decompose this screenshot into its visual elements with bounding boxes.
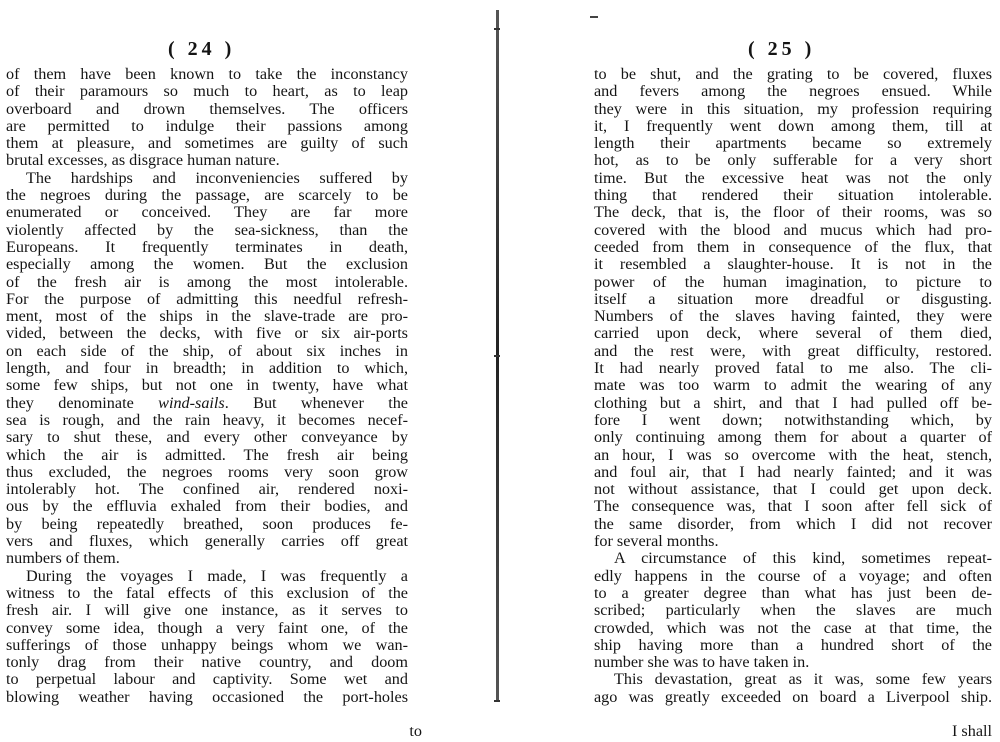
text-line: by being repeatedly breathed, soon produces fe- xyxy=(6,514,408,533)
text-line: some few ships, but not one in twenty, have what xyxy=(6,376,408,395)
text-line: enumerated or conceived. They are far more xyxy=(6,203,408,222)
text-line: ceeded from them in consequence of the flux, that xyxy=(594,237,992,256)
text-line: vers and fluxes, which generally carries off great xyxy=(6,532,408,551)
text-line: brutal excesses, as disgrace human nature. xyxy=(6,151,280,170)
text-line: intolerably hot. The confined air, rendered noxi- xyxy=(6,480,408,499)
text-line: of the fresh air is among the most intolerable. xyxy=(6,272,408,291)
text-line: them at pleasure, and sometimes are guilty of such xyxy=(6,134,408,153)
left-catchword: to xyxy=(409,722,422,740)
left-page-text xyxy=(0,66,430,706)
text-line: not without assistance, that I could get upon deck. xyxy=(594,480,992,499)
text-line: to perpetual labour and captivity. Some wet and xyxy=(6,670,408,689)
text-line: witness to the fatal effects of this exclusion of the xyxy=(6,583,408,602)
text-line: sea is rough, and the rain heavy, it becomes necef- xyxy=(6,410,408,429)
text-line: clothing but a shirt, and that I had pulled off be- xyxy=(594,393,992,412)
text-line: fresh air. I will give one instance, as it serves to xyxy=(6,601,408,620)
text-line: hot, as to be only sufferable for a very short xyxy=(594,151,992,170)
text-line: the same disorder, from which I did not recover xyxy=(594,514,992,533)
text-line: length their apartments became so extremely xyxy=(594,134,992,153)
text-line: are permitted to indulge their passions among xyxy=(6,116,408,135)
spine-mark xyxy=(494,700,500,702)
text-line: especially among the women. But the exclusion xyxy=(6,255,408,274)
left-page-number: ( 24 ) xyxy=(168,38,236,60)
left-page xyxy=(0,0,430,742)
text-line: to a greater degree than what has just been de- xyxy=(594,583,992,602)
text-line: blowing weather having occasioned the port-holes xyxy=(6,687,408,706)
text-line: scribed; particularly when the slaves are much xyxy=(594,601,992,620)
text-line: it, I frequently went down among them, till at xyxy=(594,116,992,135)
text-line: convey some idea, though a very faint one, of the xyxy=(6,618,408,637)
text-line: of them have been known to take the inconstancy xyxy=(6,65,408,83)
text-line: of their paramours so much to heart, as to leap xyxy=(6,82,408,101)
text-line: It had nearly proved fatal to me also. The cli- xyxy=(594,359,992,378)
text-line: the negroes during the passage, are scarcely to be xyxy=(6,186,408,205)
right-page-text xyxy=(560,66,1000,706)
text-line: carried upon deck, where several of them died, xyxy=(594,324,992,343)
text-line: During the voyages I made, I was frequently a xyxy=(26,566,408,585)
text-line: ous by the effluvia exhaled from their bodies, and xyxy=(6,497,408,516)
text-line: sary to shut these, and every other conveyance by xyxy=(6,428,408,447)
text-line: power of the human imagination, to picture to xyxy=(594,272,992,291)
text-line: an hour, I was so overcome with the heat, stench, xyxy=(594,445,992,464)
text-line: for several months. xyxy=(594,532,719,551)
text-line: covered with the blood and mucus which had pro- xyxy=(594,220,992,239)
text-line: length, and four in breadth; in addition to which, xyxy=(6,359,408,378)
text-line: fore I went down; notwithstanding which, by xyxy=(594,410,992,429)
text-line: Numbers of the slaves having fainted, they were xyxy=(594,307,992,326)
text-line: vided, between the decks, with five or six air-ports xyxy=(6,324,408,343)
text-line: number she was to have taken in. xyxy=(594,653,810,672)
text-line: and the rest were, with great difficulty, restored. xyxy=(594,341,992,360)
text-line: on each side of the ship, of about six inches in xyxy=(6,341,408,360)
text-line: sufferings of those unhappy beings whom we wan- xyxy=(6,635,408,654)
text-line: overboard and drown themselves. The officers xyxy=(6,99,408,118)
text-line: thus excluded, the negroes rooms very soon grow xyxy=(6,462,408,481)
text-line: to be shut, and the grating to be covered, fluxes xyxy=(594,65,992,83)
text-line: they denominate wind-sails. But whenever the xyxy=(6,393,408,412)
text-line: The hardships and inconveniencies suffered by xyxy=(26,168,408,187)
text-line: and foul air, that I had nearly fainted; and it was xyxy=(594,462,992,481)
text-line: tonly drag from their native country, and doom xyxy=(6,653,408,672)
text-line: The consequence was, that I soon after fell sick of xyxy=(594,497,992,516)
text-line: ship having more than a hundred short of the xyxy=(594,635,992,654)
text-line: A circumstance of this kind, sometimes repeat- xyxy=(614,549,992,568)
text-line: violently affected by the sea-sickness, than the xyxy=(6,220,408,239)
text-line: ago was greatly exceeded on board a Liverpool ship. xyxy=(594,687,992,706)
spine-mark xyxy=(494,355,500,357)
text-line: itself a situation more dreadful or disgusting. xyxy=(594,289,992,308)
text-line: and fevers among the negroes ensued. While xyxy=(594,82,992,101)
text-line: thing that rendered their situation intolerable. xyxy=(594,186,992,205)
text-line: which the air is admitted. The fresh air being xyxy=(6,445,408,464)
text-line: This devastation, great as it was, some few years xyxy=(614,670,992,689)
text-line: For the purpose of admitting this needful refresh- xyxy=(6,289,408,308)
text-line: they were in this situation, my profession requiring xyxy=(594,99,992,118)
text-line: only continuing among them for about a quarter of xyxy=(594,428,992,447)
right-page xyxy=(560,0,1000,742)
book-spine xyxy=(493,0,501,742)
text-line: The deck, that is, the floor of their rooms, was so xyxy=(594,203,992,222)
text-line: numbers of them. xyxy=(6,549,120,568)
print-speck xyxy=(590,16,598,18)
text-line: it resembled a slaughter-house. It is not in the xyxy=(594,255,992,274)
text-line: time. But the excessive heat was not the only xyxy=(594,168,992,187)
text-line: ment, most of the ships in the slave-trade are pro- xyxy=(6,307,408,326)
text-line: Europeans. It frequently terminates in death, xyxy=(6,237,408,256)
right-page-number: ( 25 ) xyxy=(748,38,816,60)
text-line: crowded, which was not the case at that time, the xyxy=(594,618,992,637)
spine-mark xyxy=(494,28,500,30)
text-line: edly happens in the course of a voyage; and often xyxy=(594,566,992,585)
right-catchword: I shall xyxy=(951,722,992,740)
text-line: mate was too warm to admit the wearing of any xyxy=(594,376,992,395)
